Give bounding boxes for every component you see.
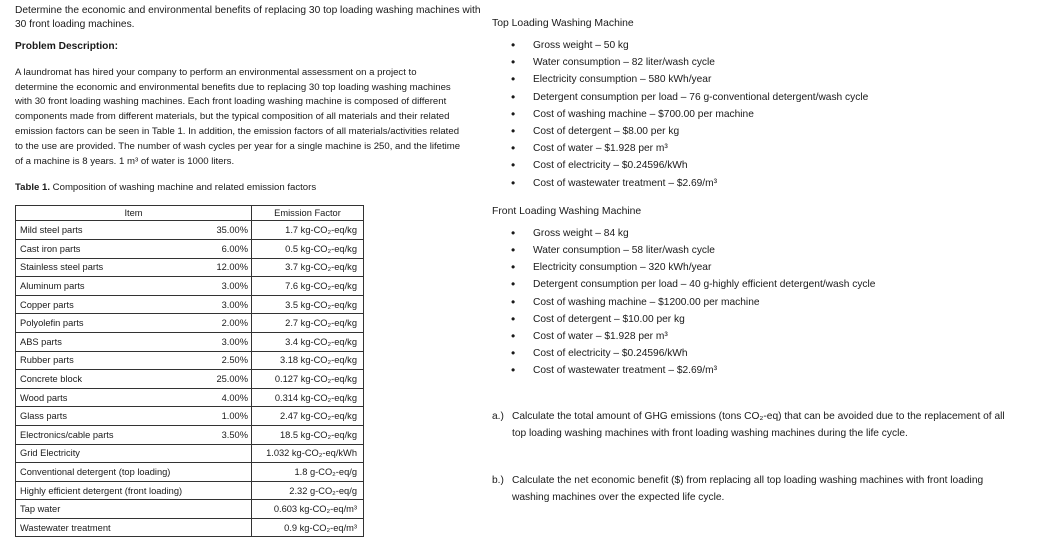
column-header-emission-factor: Emission Factor [252,206,364,221]
paragraph-line: to the use are provided. The number of wash cycles per year for a single machine is 250, and the lifetime [15,140,461,152]
cell-item: Wastewater treatment [16,518,252,537]
cell-item: Polyolefin parts [16,314,203,333]
question-b-label: b.) [492,474,504,486]
cell-emission-factor: 2.7 kg-CO₂-eq/kg [252,314,364,333]
cell-percentage: 2.50% [202,351,252,370]
spec-list-item: • Cost of detergent – $8.00 per kg [511,123,1032,140]
table-caption [15,182,485,193]
spec-list-item: • Cost of water – $1.928 per m³ [511,140,1032,157]
table-row [16,370,364,389]
cell-emission-factor: 1.032 kg-CO₂-eq/kWh [252,444,364,463]
cell-emission-factor: 7.6 kg-CO₂-eq/kg [252,277,364,296]
table-row [16,351,364,370]
cell-percentage: 3.00% [202,295,252,314]
cell-emission-factor: 1.8 g-CO₂-eq/g [252,463,364,482]
table-row [16,332,364,351]
table-row [16,295,364,314]
cell-emission-factor: 0.9 kg-CO₂-eq/m³ [252,518,364,537]
cell-item: Copper parts [16,295,203,314]
spec-list-item: • Cost of wastewater treatment – $2.69/m³ [511,175,1032,192]
cell-item: Tap water [16,500,252,519]
cell-emission-factor: 0.5 kg-CO₂-eq/kg [252,239,364,258]
cell-emission-factor: 0.314 kg-CO₂-eq/kg [252,388,364,407]
table-body [16,221,364,537]
cell-percentage: 4.00% [202,388,252,407]
paragraph-line: A laundromat has hired your company to perform an environmental assessment on a project to [15,66,417,78]
front-loading-spec-list [492,225,1032,380]
assignment-title-line-1: Determine the economic and environmental benefits of replacing 30 top loading washing machines with [15,5,481,16]
assignment-title-line-2: 30 front loading machines. [15,19,135,31]
table-row [16,500,364,519]
question-b-text: Calculate the net economic benefit ($) from replacing all top loading washing machines with front loading washing machines over the expected life cycle. [512,474,984,503]
question-a-text: Calculate the total amount of GHG emissions (tons CO₂-eq) that can be avoided due to the replacement of all top loading washing machines with front loading washing machines during the life cycle. [512,410,1005,439]
table-row [16,463,364,482]
cell-item: Aluminum parts [16,277,203,296]
table-caption-text: Composition of washing machine and related emission factors [50,182,317,194]
cell-percentage: 3.50% [202,425,252,444]
problem-description-heading: Problem Description: [15,40,119,52]
cell-item: Glass parts [16,407,203,426]
cell-item: Cast iron parts [16,239,203,258]
cell-emission-factor: 3.18 kg-CO₂-eq/kg [252,351,364,370]
spec-list-item: • Cost of wastewater treatment – $2.69/m³ [511,362,1032,379]
spec-list-item: • Cost of water – $1.928 per m³ [511,328,1032,345]
cell-emission-factor: 0.603 kg-CO₂-eq/m³ [252,500,364,519]
cell-percentage: 12.00% [202,258,252,277]
table-row [16,518,364,537]
cell-percentage: 2.00% [202,314,252,333]
cell-item: Mild steel parts [16,221,203,240]
cell-emission-factor: 18.5 kg-CO₂-eq/kg [252,425,364,444]
spec-list-item: • Water consumption – 82 liter/wash cycle [511,54,1032,71]
spec-list-item: • Gross weight – 84 kg [511,225,1032,242]
spec-list-item: • Cost of detergent – $10.00 per kg [511,311,1032,328]
question-a [492,408,1032,442]
cell-item: Conventional detergent (top loading) [16,463,252,482]
cell-emission-factor: 3.4 kg-CO₂-eq/kg [252,332,364,351]
cell-item: Rubber parts [16,351,203,370]
table-row [16,314,364,333]
front-loading-heading: Front Loading Washing Machine [492,205,642,217]
composition-table [15,205,364,537]
cell-item: Electronics/cable parts [16,425,203,444]
cell-percentage: 3.00% [202,277,252,296]
column-header-item: Item [16,206,252,221]
left-column [15,4,485,537]
table-row [16,221,364,240]
top-loading-spec-list [492,37,1032,192]
cell-item: Highly efficient detergent (front loading) [16,481,252,500]
cell-item: Wood parts [16,388,203,407]
table-row [16,277,364,296]
spec-list-item: • Detergent consumption per load – 76 g-conventional detergent/wash cycle [511,89,1032,106]
paragraph-line: of a machine is 8 years. 1 m³ of water is 1000 liters. [15,155,235,167]
table-caption-label: Table 1. [15,182,51,194]
spec-list-item: • Water consumption – 58 liter/wash cycle [511,242,1032,259]
cell-emission-factor: 1.7 kg-CO₂-eq/kg [252,221,364,240]
paragraph-line: with 30 front loading washing machines. Each front loading washing machine is composed of different [15,96,447,108]
spec-list-item: • Cost of washing machine – $700.00 per machine [511,106,1032,123]
spec-list-item: • Cost of electricity – $0.24596/kWh [511,345,1032,362]
question-a-label: a.) [492,410,504,422]
paragraph-line: determine the economic and environmental benefits due to replacing 30 top loading washing machines [15,81,451,93]
top-loading-heading: Top Loading Washing Machine [492,18,634,29]
question-b [492,472,1032,506]
table-header-row [16,206,364,221]
table-row [16,481,364,500]
spec-list-item: • Gross weight – 50 kg [511,37,1032,54]
cell-percentage: 3.00% [202,332,252,351]
spec-list-item: • Cost of washing machine – $1200.00 per machine [511,294,1032,311]
spec-list-item: • Cost of electricity – $0.24596/kWh [511,157,1032,174]
spec-list-item: • Electricity consumption – 320 kWh/year [511,259,1032,276]
table-row [16,239,364,258]
spec-list-item: • Detergent consumption per load – 40 g-highly efficient detergent/wash cycle [511,276,1032,293]
table-row [16,407,364,426]
table-row [16,444,364,463]
right-column [492,18,1032,506]
cell-percentage: 1.00% [202,407,252,426]
cell-item: Grid Electricity [16,444,252,463]
table-row [16,425,364,444]
paragraph-line: emission factors can be seen in Table 1. In addition, the emission factors of all materials/activities related [15,126,460,137]
cell-emission-factor: 2.32 g-CO₂-eq/g [252,481,364,500]
table-row [16,258,364,277]
cell-emission-factor: 3.5 kg-CO₂-eq/kg [252,295,364,314]
cell-percentage: 6.00% [202,239,252,258]
table-row [16,388,364,407]
cell-emission-factor: 3.7 kg-CO₂-eq/kg [252,258,364,277]
cell-percentage: 25.00% [202,370,252,389]
cell-item: Concrete block [16,370,203,389]
cell-item: Stainless steel parts [16,258,203,277]
cell-percentage: 35.00% [202,221,252,240]
cell-item: ABS parts [16,332,203,351]
paragraph-line: components made from different materials, but the typical composition of all materials and their related [15,111,450,123]
cell-emission-factor: 0.127 kg-CO₂-eq/kg [252,370,364,389]
cell-emission-factor: 2.47 kg-CO₂-eq/kg [252,407,364,426]
spec-list-item: • Electricity consumption – 580 kWh/year [511,71,1032,88]
problem-description-paragraph [15,66,485,170]
